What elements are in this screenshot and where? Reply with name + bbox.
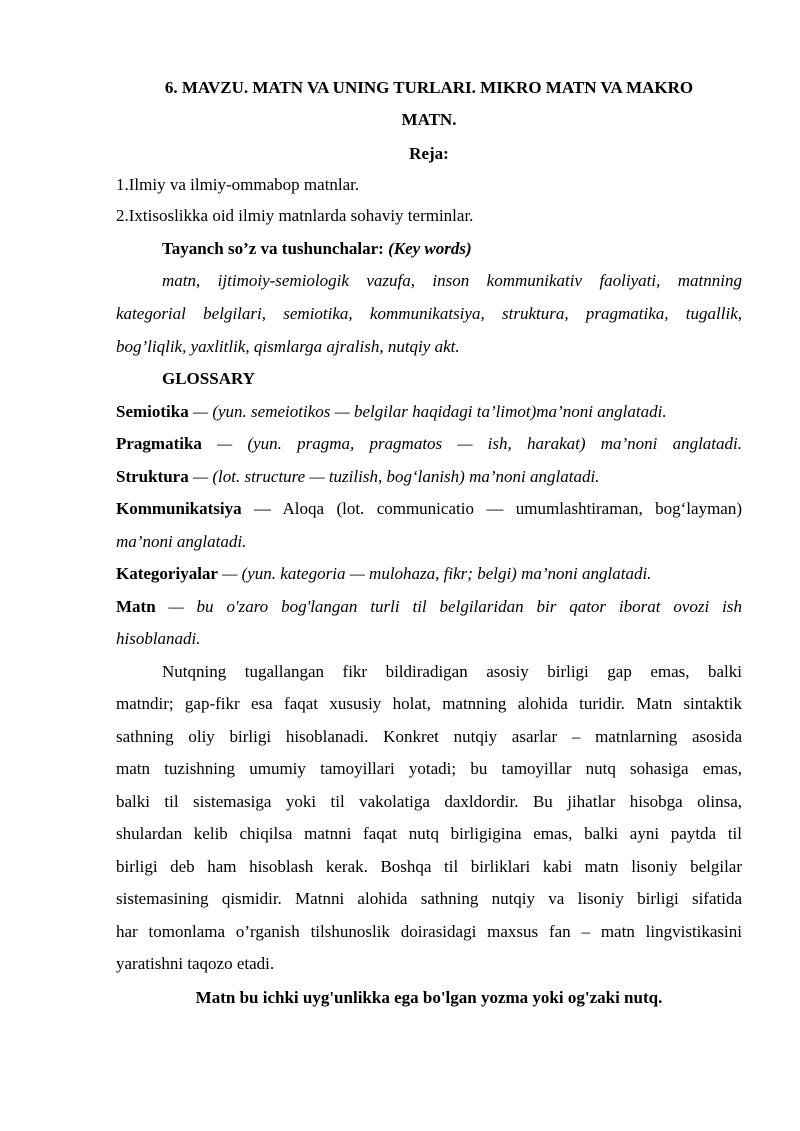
plan-item: 1.Ilmiy va ilmiy-ommabop matnlar. xyxy=(116,175,360,194)
keywords-label-en: (Key words) xyxy=(388,239,472,258)
glossary-definition-cont: ma’noni anglatadi. xyxy=(116,532,247,551)
glossary-entry xyxy=(116,396,742,428)
paragraph-line: shulardan kelib chiqilsa matnni faqat nutq birligigina emas, balki ayni paytda til xyxy=(116,824,742,843)
keywords-heading xyxy=(162,233,742,265)
glossary-definition: — (yun. kategoria — mulohaza, fikr; belgi) ma’noni anglatadi. xyxy=(217,564,652,583)
paragraph-line: sistemasining qismidir. Matnni alohida sathning nutqiy va lisoniy birligi sifatida xyxy=(116,889,742,908)
glossary-definition: — bu o'zaro bog'langan turli til belgilaridan bir qator iborat ovozi ish xyxy=(155,597,742,616)
plan-item: 2.Ixtisoslikka oid ilmiy matnlarda sohaviy terminlar. xyxy=(116,206,474,225)
paragraph-line: har tomonlama o’rganish tilshunoslik doirasidagi maxsus fan – matn lingvistikasini xyxy=(116,922,742,941)
keywords-line: matn, ijtimoiy-semiologik vazufa, inson kommunikativ faoliyati, matnning xyxy=(162,271,742,290)
glossary-definition-cont: hisoblanadi. xyxy=(116,629,201,648)
glossary-term: Pragmatika xyxy=(116,434,202,453)
keywords-line: bog’liqlik, yaxlitlik, qismlarga ajralish, nutqiy akt. xyxy=(116,337,460,356)
glossary-entry xyxy=(116,428,742,460)
title-line-2: MATN. xyxy=(401,110,457,129)
page-title xyxy=(116,72,742,136)
paragraph-line: yaratishni taqozo etadi. xyxy=(116,954,275,973)
glossary-term: Matn xyxy=(116,597,156,616)
glossary-entry xyxy=(116,493,742,525)
paragraph-line: balki til sistemasiga yoki til vakolatiga daxldordir. Bu jihatlar hisobga olinsa, xyxy=(116,792,742,811)
paragraph-line: matn tuzishning umumiy tamoyillari yotadi; bu tamoyillar nutq sohasiga emas, xyxy=(116,759,742,778)
paragraph-line: Nutqning tugallangan fikr bildiradigan asosiy birligi gap emas, balki xyxy=(162,662,742,681)
glossary-definition: — (yun. semeiotikos — belgilar haqidagi ta’limot)ma’noni anglatadi. xyxy=(188,402,667,421)
glossary-entry xyxy=(116,591,742,623)
glossary-term: Kategoriyalar xyxy=(116,564,218,583)
glossary-definition: — Aloqa (lot. communicatio — umumlashtiraman, bog‘layman) xyxy=(241,499,742,518)
glossary-term: Struktura xyxy=(116,467,189,486)
glossary-term: Semiotika xyxy=(116,402,189,421)
plan-heading: Reja: xyxy=(409,144,449,163)
title-line-1: 6. MAVZU. MATN VA UNING TURLARI. MIKRO MATN VA MAKRO xyxy=(164,78,694,97)
paragraph-line: sathning oliy birligi hisoblanadi. Konkret nutqiy asarlar – matnlarning asosida xyxy=(116,727,742,746)
paragraph-line: birligi deb ham hisoblash kerak. Boshqa til birliklari kabi matn lisoniy belgilar xyxy=(116,857,742,876)
glossary-heading: GLOSSARY xyxy=(162,369,255,388)
glossary-entry xyxy=(116,558,742,590)
glossary-definition: — (lot. structure — tuzilish, bog‘lanish) ma’noni anglatadi. xyxy=(188,467,600,486)
keywords-label: Tayanch so’z va tushunchalar: xyxy=(162,239,389,258)
glossary-term: Kommunikatsiya xyxy=(116,499,242,518)
glossary-entry xyxy=(116,461,742,493)
keywords-line: kategorial belgilari, semiotika, kommunikatsiya, struktura, pragmatika, tugallik, xyxy=(116,304,742,323)
glossary-definition: — (yun. pragma, pragmatos — ish, harakat) ma’noni anglatadi. xyxy=(201,434,742,453)
closing-statement: Matn bu ichki uyg'unlikka ega bo'lgan yozma yoki og'zaki nutq. xyxy=(195,988,663,1007)
paragraph-line: matndir; gap-fikr esa faqat xususiy holat, matnning alohida turidir. Matn sintaktik xyxy=(116,694,742,713)
